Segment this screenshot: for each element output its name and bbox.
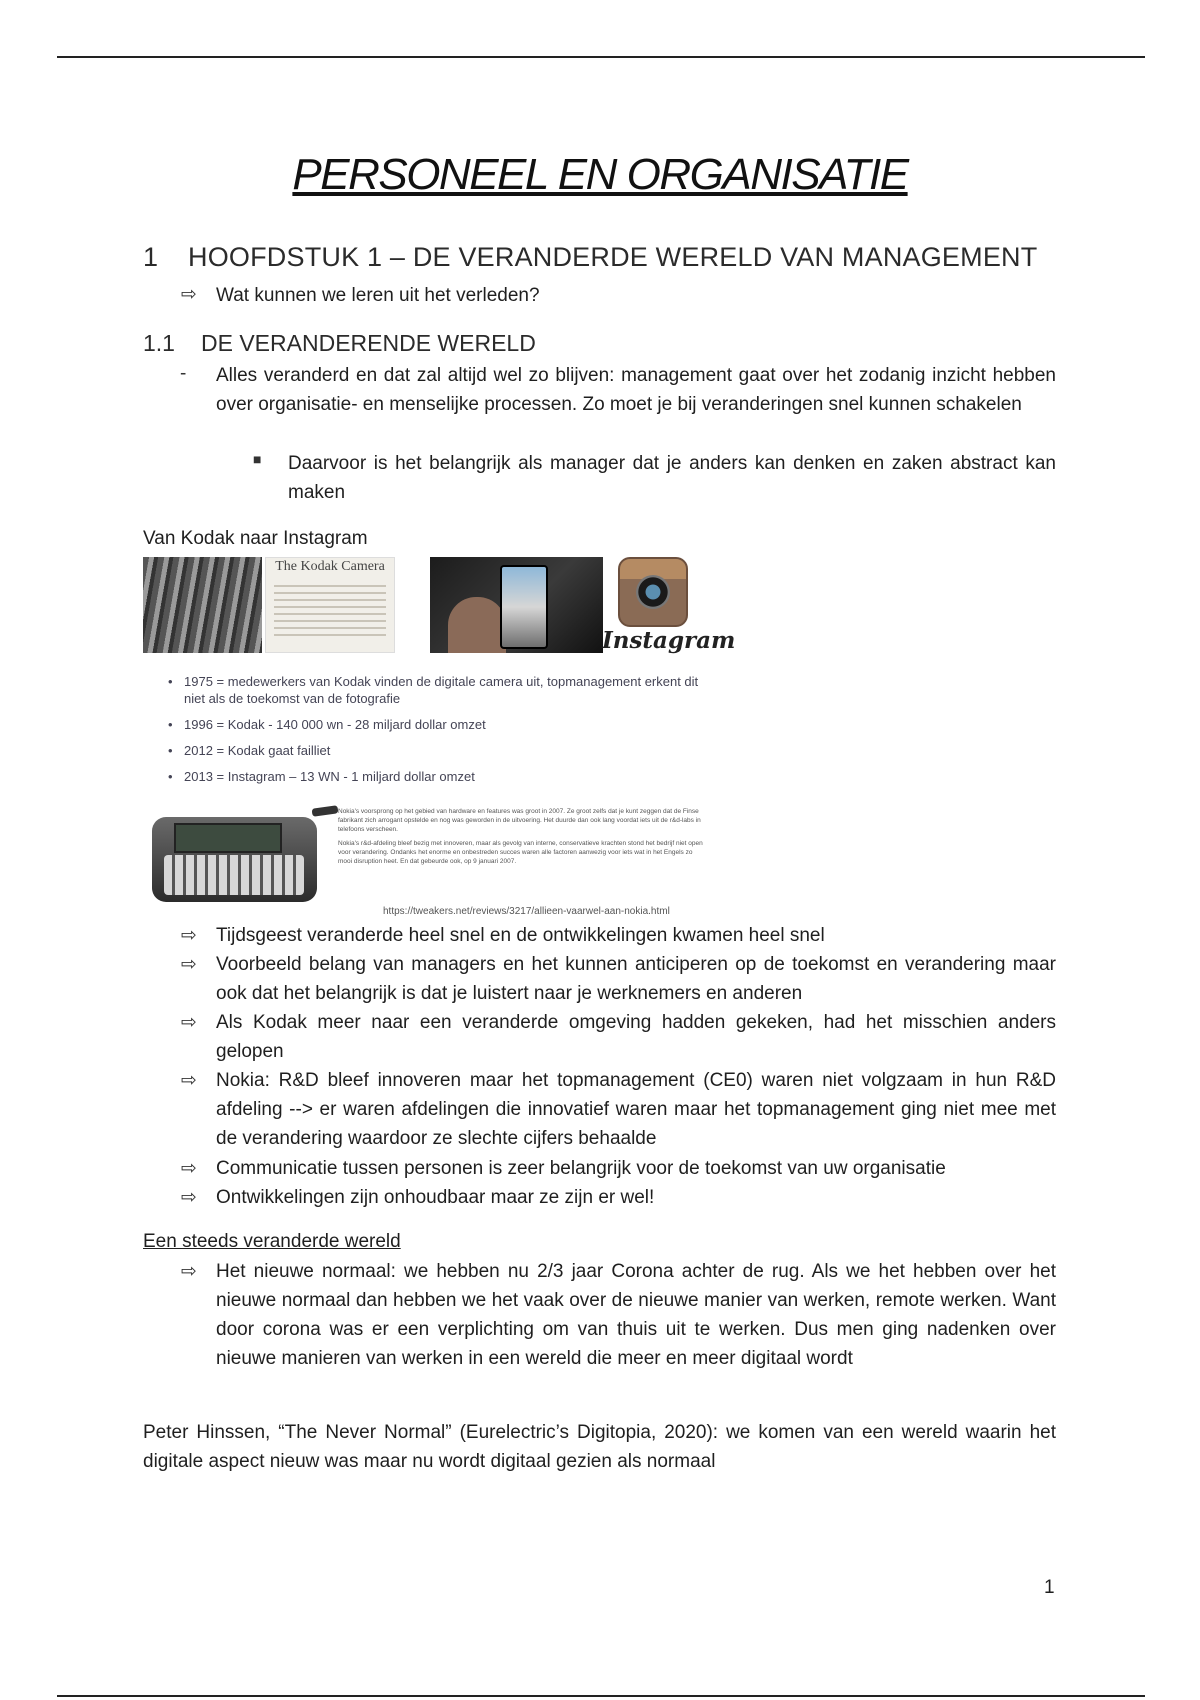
factory-photo (143, 557, 262, 653)
arrow-icon: ⇨ (181, 1158, 197, 1179)
hinssen-paragraph: Peter Hinssen, “The Never Normal” (Eurelectric’s Digitopia, 2020): we komen van een wereld waarin het digitale aspect nieuw was maar nu wordt digitaal gezien als normaal (143, 1422, 1056, 1472)
chapter-question: Wat kunnen we leren uit het verleden? (216, 285, 540, 306)
arrow-point: Voorbeeld belang van managers en het kunnen anticiperen op de toekomst en verandering maar ook dat het belangrijk is dat je luistert naar je werknemers en anderen (216, 954, 1056, 1004)
kodak-ad-title: The Kodak Camera (275, 559, 385, 574)
kodak-heading: Van Kodak naar Instagram (143, 528, 368, 549)
arrow-point: Communicatie tussen personen is zeer belangrijk voor de toekomst van uw organisatie (216, 1158, 946, 1179)
figure-bullet-list (166, 673, 706, 794)
smartphone-photo (430, 557, 603, 653)
new-normal-paragraph: Het nieuwe normaal: we hebben nu 2/3 jaar Corona achter de rug. Als we het hebben over het nieuwe normaal dan hebben we het vaak over de nieuwe manier van werken, remote werken. Want door corona was er een verplichting om van thuis uit te werken. Dus men ging nadenken over nieuwe manieren van werken in een wereld die meer en meer digitaal wordt (216, 1261, 1056, 1369)
instagram-icon (618, 557, 688, 627)
nokia-communicator-photo (152, 807, 327, 905)
figure-bullet: • 2013 = Instagram – 13 WN - 1 miljard dollar omzet (166, 768, 706, 785)
top-rule (57, 56, 1145, 58)
chapter-number: 1 (143, 242, 159, 272)
arrow-point: Nokia: R&D bleef innoveren maar het topmanagement (CE0) waren niet volgzaam in hun R&D afdeling --> er waren afdelingen die innovatief waren maar het topmanagement ging niet mee met de verandering waardoor ze slechte cijfers behaalde (216, 1070, 1056, 1149)
kodak-ad-image (265, 557, 395, 653)
arrow-point: Als Kodak meer naar een veranderde omgeving hadden gekeken, had het misschien anders gelopen (216, 1012, 1056, 1062)
document-title: PERSONEEL EN ORGANISATIE (292, 150, 908, 199)
arrow-icon: ⇨ (181, 1187, 197, 1208)
nokia-paragraph: Nokia's r&d-afdeling bleef bezig met innoveren, maar als gevolg van interne, conservatieve krachten stond het bedrijf niet open voor verandering. Ondanks het enorme en onbestreden succes waren alle factoren aanwezig voor iets wat in het Engels zo mooi disruption heet. En dat gebeurde ook, op 9 januari 2007. (338, 840, 703, 865)
section-dash-item: Alles veranderd en dat zal altijd wel zo blijven: management gaat over het zodanig inzicht hebben over organisatie- en menselijke processen. Zo moet je bij veranderingen snel kunnen schakelen (216, 365, 1056, 415)
chapter-heading (143, 242, 1037, 273)
section-title: DE VERANDERENDE WERELD (201, 330, 536, 356)
section-number: 1.1 (143, 330, 175, 356)
subheading: Een steeds veranderde wereld (143, 1231, 401, 1252)
arrow-icon: ⇨ (181, 1261, 197, 1282)
instagram-logo-text: Instagram (602, 627, 736, 654)
square-bullet-icon: ■ (253, 451, 262, 467)
nokia-source-url: https://tweakers.net/reviews/3217/allieen-vaarwel-aan-nokia.html (383, 906, 670, 917)
chapter-title: HOOFDSTUK 1 – DE VERANDERDE WERELD VAN MANAGEMENT (188, 242, 1038, 272)
figure-bullet: • 1975 = medewerkers van Kodak vinden de digitale camera uit, topmanagement erkent dit niet als de toekomst van de fotografie (166, 673, 706, 707)
section-square-item: Daarvoor is het belangrijk als manager dat je anders kan denken en zaken abstract kan maken (288, 453, 1056, 503)
bottom-rule (57, 1695, 1145, 1697)
nokia-paragraph: Nokia's voorsprong op het gebied van hardware en features was groot in 2007. Ze groot zelfs dat je kunt zeggen dat de Finse fabrikant zich arrogant opstelde en nog was geworden in de uitvoering. Het duurde dan ook lang voordat iets uit de r&d-labs in telefoons verscheen. (338, 808, 701, 833)
arrow-point: Tijdsgeest veranderde heel snel en de ontwikkelingen kwamen heel snel (216, 925, 825, 946)
arrow-icon: ⇨ (181, 925, 197, 946)
arrow-icon: ⇨ (181, 954, 197, 975)
section-heading (143, 330, 536, 357)
arrow-icon: ⇨ (181, 1012, 197, 1033)
dash-marker: - (180, 363, 187, 384)
figure-bullet: • 1996 = Kodak - 140 000 wn - 28 miljard dollar omzet (166, 716, 706, 733)
nokia-article-text (338, 807, 703, 871)
figure-bullet: • 2012 = Kodak gaat failliet (166, 742, 706, 759)
page-number: 1 (1044, 1577, 1055, 1598)
arrow-icon: ⇨ (181, 1070, 197, 1091)
arrow-icon: ⇨ (181, 284, 197, 305)
arrow-point: Ontwikkelingen zijn onhoudbaar maar ze zijn er wel! (216, 1187, 655, 1208)
